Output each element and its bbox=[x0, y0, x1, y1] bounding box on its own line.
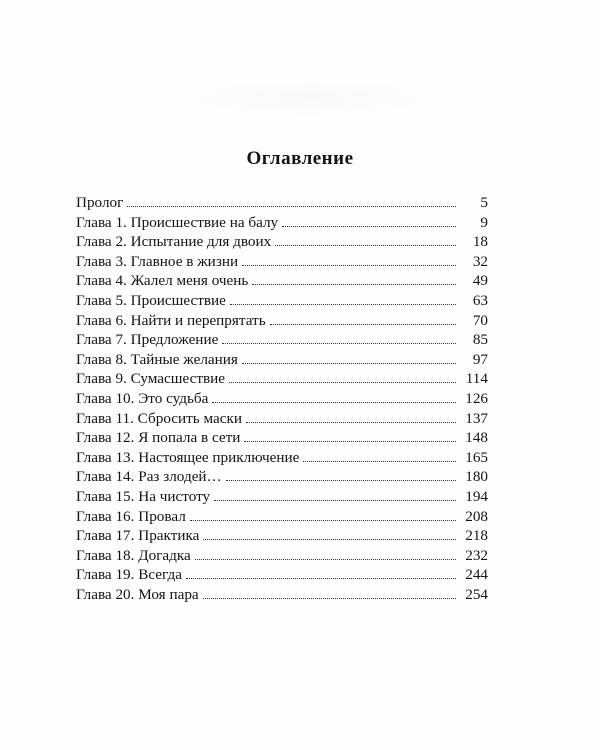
toc-entry-page: 208 bbox=[465, 507, 488, 525]
dot-leader bbox=[230, 304, 456, 305]
dot-leader bbox=[214, 500, 456, 501]
toc-entry-label: Глава 8. Тайные желания bbox=[76, 350, 238, 368]
toc-entry-page: 244 bbox=[465, 566, 488, 584]
toc-entry-label: Глава 15. На чистоту bbox=[76, 487, 211, 505]
dot-leader bbox=[222, 343, 456, 344]
toc-entry-label: Глава 19. Всегда bbox=[76, 566, 182, 584]
toc-entry-label: Глава 20. Моя пара bbox=[76, 585, 199, 603]
toc-entry bbox=[76, 330, 488, 350]
toc-entry-label: Глава 14. Раз злодей… bbox=[76, 468, 222, 486]
toc-title: Оглавление bbox=[246, 148, 354, 169]
show-through-text bbox=[160, 78, 460, 118]
toc-entry bbox=[76, 252, 488, 272]
toc-entry-label: Глава 17. Практика bbox=[76, 527, 200, 545]
dot-leader bbox=[203, 539, 456, 540]
toc-entry bbox=[76, 526, 488, 546]
toc-entry-label: Пролог bbox=[76, 194, 124, 211]
toc-entry-label: Глава 9. Сумасшествие bbox=[76, 370, 226, 388]
dot-leader bbox=[127, 206, 456, 207]
toc-entry bbox=[76, 565, 488, 585]
toc-entry-page: 63 bbox=[472, 291, 488, 309]
toc-entry-label: Глава 4. Жалел меня очень bbox=[76, 272, 249, 290]
toc-entry bbox=[76, 428, 488, 448]
toc-entry bbox=[76, 507, 488, 527]
toc-list bbox=[76, 193, 488, 604]
toc-entry-page: 49 bbox=[472, 272, 488, 290]
toc-entry-label: Глава 10. Это судьба bbox=[76, 389, 209, 407]
dot-leader bbox=[244, 441, 456, 442]
toc-entry-page: 114 bbox=[465, 370, 488, 388]
dot-leader bbox=[212, 402, 456, 403]
toc-entry bbox=[76, 232, 488, 252]
toc-entry-label: Глава 3. Главное в жизни bbox=[76, 252, 239, 270]
dot-leader bbox=[229, 382, 456, 383]
toc-entry-page: 137 bbox=[465, 409, 488, 427]
toc-entry-label: Глава 7. Предложение bbox=[76, 331, 219, 349]
toc-entry-label: Глава 11. Сбросить маски bbox=[76, 409, 243, 427]
toc-entry bbox=[76, 271, 488, 291]
toc-entry-page: 9 bbox=[480, 213, 488, 231]
dot-leader bbox=[270, 324, 456, 325]
toc-entry-page: 232 bbox=[465, 546, 488, 564]
toc-entry bbox=[76, 311, 488, 331]
toc-entry bbox=[76, 350, 488, 370]
dot-leader bbox=[195, 559, 456, 560]
dot-leader bbox=[303, 461, 456, 462]
toc-entry-label: Глава 1. Происшествие на балу bbox=[76, 213, 279, 231]
dot-leader bbox=[186, 578, 456, 579]
toc-entry-page: 180 bbox=[465, 468, 488, 486]
toc-entry-page: 5 bbox=[480, 194, 488, 211]
toc-entry-page: 85 bbox=[472, 331, 488, 349]
dot-leader bbox=[275, 245, 456, 246]
toc-entry bbox=[76, 369, 488, 389]
dot-leader bbox=[252, 284, 456, 285]
toc-entry bbox=[76, 487, 488, 507]
toc-entry bbox=[76, 448, 488, 468]
toc-entry-page: 97 bbox=[472, 350, 488, 368]
toc-entry bbox=[76, 546, 488, 566]
toc-entry-label: Глава 12. Я попала в сети bbox=[76, 429, 241, 447]
dot-leader bbox=[246, 422, 456, 423]
dot-leader bbox=[190, 520, 456, 521]
toc-entry bbox=[76, 467, 488, 487]
toc-entry-page: 254 bbox=[465, 585, 488, 603]
toc-entry-label: Глава 18. Догадка bbox=[76, 546, 191, 564]
toc-entry bbox=[76, 193, 488, 213]
toc-entry bbox=[76, 409, 488, 429]
dot-leader bbox=[203, 598, 456, 599]
toc-entry-page: 70 bbox=[472, 311, 488, 329]
toc-entry bbox=[76, 389, 488, 409]
toc-entry-label: Глава 16. Провал bbox=[76, 507, 186, 525]
toc-entry-label: Глава 13. Настоящее приключение bbox=[76, 448, 300, 466]
toc-entry-page: 148 bbox=[465, 429, 488, 447]
dot-leader bbox=[242, 363, 456, 364]
toc-entry-page: 218 bbox=[465, 527, 488, 545]
toc-entry-page: 194 bbox=[465, 487, 488, 505]
toc-entry bbox=[76, 585, 488, 605]
dot-leader bbox=[242, 265, 456, 266]
toc-entry-page: 32 bbox=[472, 252, 488, 270]
toc-entry-label: Глава 2. Испытание для двоих bbox=[76, 233, 272, 251]
toc-entry-label: Глава 6. Найти и перепрятать bbox=[76, 311, 266, 329]
dot-leader bbox=[282, 226, 456, 227]
toc-entry-page: 126 bbox=[465, 389, 488, 407]
toc-entry bbox=[76, 291, 488, 311]
toc-entry-label: Глава 5. Происшествие bbox=[76, 291, 226, 309]
toc-entry bbox=[76, 213, 488, 233]
toc-entry-page: 18 bbox=[472, 233, 488, 251]
dot-leader bbox=[226, 480, 456, 481]
toc-entry-page: 165 bbox=[465, 448, 488, 466]
